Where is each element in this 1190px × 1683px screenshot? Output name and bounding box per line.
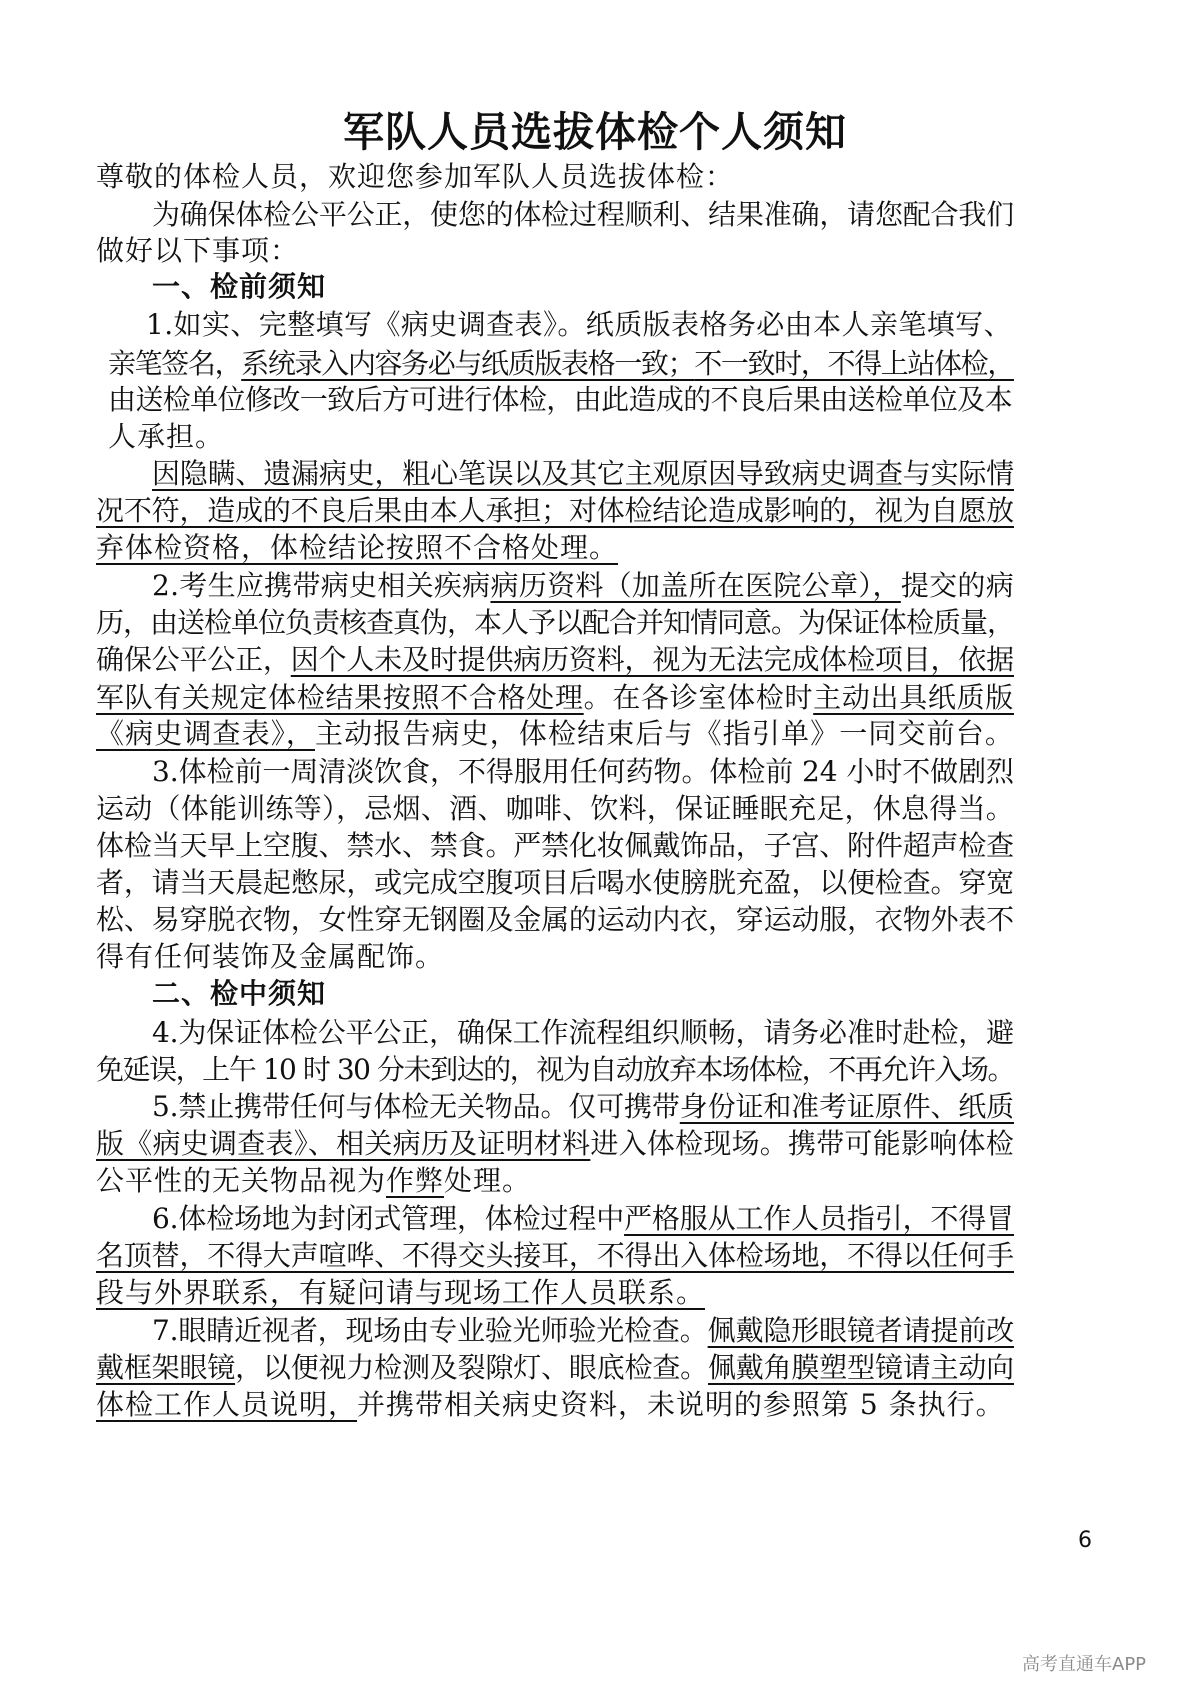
section-heading (152, 268, 326, 306)
text-line (96, 1274, 705, 1312)
text-line (146, 306, 1012, 344)
text-span: 二、检中须知 (152, 977, 327, 1010)
text-span: 6.体检场地为封闭式管理，体检过程中 (152, 1202, 625, 1235)
text-span: 5.禁止携带任何与体检无关物品。仅可携带 (152, 1090, 680, 1123)
underlined-text: 作弊 (386, 1164, 445, 1197)
text-line (96, 938, 444, 976)
underlined-text: 版《病史调查表》、相关病历及证明材料 (96, 1127, 591, 1160)
text-span: 做好以下事项： (96, 234, 300, 267)
underlined-text: 名顶替，不得大声喧哗、不得交头接耳，不得出入体检场地，不得以任何手 (96, 1239, 1014, 1272)
text-line (96, 901, 1014, 939)
underlined-text: 严格服从工作人员指引，不得冒 (624, 1202, 1014, 1235)
text-line (152, 1088, 1014, 1126)
text-line (96, 864, 1014, 902)
text-line (152, 1200, 1014, 1238)
underlined-text: 因个人未及时提供病历资料，视为无法完成体检项目，依据 (290, 643, 1014, 676)
underlined-text: 体检工作人员说明， (96, 1388, 358, 1421)
text-line (96, 1162, 531, 1200)
text-line (96, 604, 1014, 642)
text-line (152, 567, 1014, 605)
text-span: 公平性的无关物品视为 (96, 1164, 387, 1197)
text-span: 进入体检现场。携带可能影响体检 (590, 1127, 1014, 1160)
text-span: 人承担。 (108, 420, 225, 453)
text-span: 提交的病 (900, 569, 1014, 602)
text-span: 1.如实、完整填写《病史调查表》。纸质版表格务必由本人亲笔填写、 (146, 308, 1012, 341)
underlined-text: 因隐瞒、遗漏病史，粗心笔误以及其它主观原因导致病史调查与实际情 (152, 457, 1014, 490)
text-line (96, 158, 734, 196)
text-span: 松、易穿脱衣物，女性穿无钢圈及金属的运动内衣，穿运动服，衣物外表不 (96, 903, 1014, 936)
underlined-text: 系统录入内容务必与纸质版表格一致； (241, 347, 695, 380)
text-span: 3.体检前一周清淡饮食，不得服用任何药物。体检前 24 小时不做剧烈 (152, 755, 1014, 788)
underlined-text: 病历资料（加盖所在医院公章）， (490, 569, 901, 602)
underlined-text: 戴框架眼镜 (96, 1351, 236, 1384)
text-line (96, 1125, 1014, 1163)
text-line (96, 790, 1014, 828)
text-span: 确保公平公正， (96, 643, 291, 676)
text-line (96, 1237, 1014, 1275)
text-line (96, 1349, 1014, 1387)
underlined-text: 主动出具纸质版 (813, 681, 1014, 714)
text-span: 处理。 (444, 1164, 532, 1197)
text-span: 亲笔签名， (108, 347, 242, 380)
text-span: 尊敬的体检人员，欢迎您参加军队人员选拔体检： (96, 160, 735, 193)
text-line (108, 381, 1012, 419)
text-line (96, 492, 1014, 530)
text-line (152, 1312, 1014, 1350)
text-span: 。在各诊室体检时 (583, 681, 814, 714)
text-span: 一、检前须知 (152, 270, 327, 303)
text-span: 主动报告病史，体检结束后与《指引单》一同交前台。 (315, 717, 1014, 750)
underlined-text: 身份证和准考证原件、纸质 (679, 1090, 1014, 1123)
underlined-text: 军队有关规定体检结果按照不合格处理 (96, 681, 584, 714)
section-heading (152, 975, 326, 1013)
text-span: 历，由送检单位负责核查真伪，本人予以配合并知情同意。为保证体检质量， (96, 606, 1014, 639)
text-line (152, 196, 1014, 234)
document-title: 军队人员选拔体检个人须知 (343, 108, 847, 156)
underlined-text: 段与外界联系，有疑问请与现场工作人员联系。 (96, 1276, 706, 1309)
underlined-text: 佩戴隐形眼镜者请提前改 (707, 1314, 1014, 1347)
text-span: 运动（体能训练等），忌烟、酒、咖啡、饮料，保证睡眠充足，休息得当。 (96, 792, 1014, 825)
underlined-text: 佩戴角膜塑型镜请主动向 (707, 1351, 1014, 1384)
text-line (96, 715, 1014, 753)
text-span: 免延误，上午 10 时 30 分未到达的，视为自动放弃本场体检，不再允许入场。 (96, 1053, 1014, 1086)
text-line (96, 232, 299, 270)
underlined-text: 弃体检资格，体检结论按照不合格处理。 (96, 531, 619, 564)
text-span: 者，请当天晨起憋尿，或完成空腹项目后喝水使膀胱充盈，以便检查。穿宽 (96, 866, 1014, 899)
text-line (152, 1014, 1014, 1052)
text-line (96, 529, 618, 567)
text-span: 2.考生应携带病史相关疾病 (152, 569, 491, 602)
text-line (96, 641, 1014, 679)
text-span: 并携带相关病史资料，未说明的参照第 5 条执行。 (357, 1388, 1005, 1421)
text-span: 4.为保证体检公平公正，确保工作流程组织顺畅，请务必准时赴检，避 (152, 1016, 1014, 1049)
text-span: 为确保体检公平公正，使您的体检过程顺利、结果准确，请您配合我们 (152, 198, 1014, 231)
text-line (96, 1051, 1014, 1089)
page-number: 6 (1078, 1528, 1092, 1553)
text-line (152, 455, 1014, 493)
text-line (96, 827, 1014, 865)
text-span: 体检当天早上空腹、禁水、禁食。严禁化妆佩戴饰品，子宫、附件超声检查 (96, 829, 1014, 862)
text-span: 得有任何装饰及金属配饰。 (96, 940, 445, 973)
text-line (96, 1386, 1005, 1424)
text-span: ，以便视力检测及裂隙灯、眼底检查。 (235, 1351, 708, 1384)
watermark: 高考直通车APP (1022, 1654, 1147, 1675)
underlined-text: 况不符，造成的不良后果由本人承担；对体检结论造成影响的，视为自愿放 (96, 494, 1014, 527)
underlined-text: 不一致时，不得上站体检， (694, 347, 1014, 380)
text-span: 由送检单位修改一致后方可进行体检，由此造成的不良后果由送检单位及本 (108, 383, 1012, 416)
text-line (108, 418, 224, 456)
text-line (108, 345, 1014, 383)
text-span: 7.眼睛近视者，现场由专业验光师验光检查。 (152, 1314, 708, 1347)
text-line (152, 753, 1014, 791)
text-line (96, 679, 1014, 717)
underlined-text: 《病史调查表》， (96, 717, 315, 750)
